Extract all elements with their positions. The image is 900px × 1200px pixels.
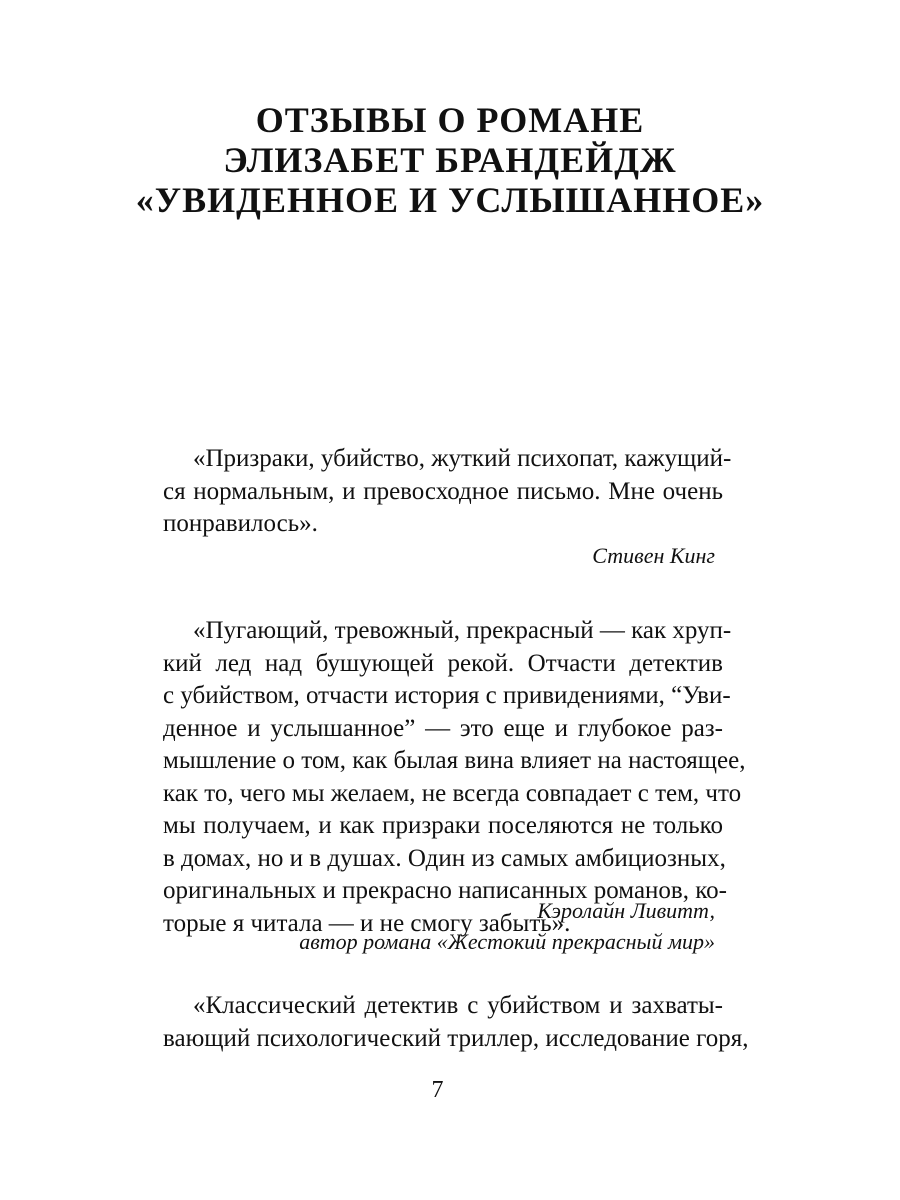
review-author-1: Стивен Кинг (592, 543, 715, 568)
review-quote-3 (163, 990, 749, 1055)
title-line-1: ОТЗЫВЫ О РОМАНЕ (255, 100, 645, 140)
quote-line: «Призраки, убийство, жуткий психопат, кажущий- (193, 445, 732, 472)
quote-line: с убийством, отчасти история с привидениями, “Уви- (163, 682, 731, 709)
quote-line: торые я читала — и не смогу забыть». (163, 909, 571, 937)
quote-line: мышление о том, как былая вина влияет на настоящее, (163, 747, 746, 774)
quote-line: мы получаем, и как призраки поселяются не только (163, 812, 723, 839)
quote-line: оригинальных и прекрасно написанных романов, ко- (163, 877, 727, 904)
review-quote-1 (163, 443, 732, 541)
quote-line: «Пугающий, тревожный, прекрасный — как хруп- (193, 617, 732, 644)
review-quote-2 (163, 615, 746, 940)
author-name: Кэролайн Ливитт, (537, 898, 715, 923)
title-line-3: «УВИДЕННОЕ И УСЛЫШАННОЕ» (135, 180, 765, 220)
quote-line: в домах, но и в душах. Один из самых амбициозных, (163, 844, 726, 872)
quote-line: кий лед над бушующей рекой. Отчасти детектив (163, 649, 723, 677)
quote-line: понравилось». (163, 510, 318, 537)
quote-line: вающий психологический триллер, исследование горя, (163, 1024, 749, 1052)
page-number: 7 (431, 1077, 444, 1103)
quote-line: ся нормальным, и превосходное письмо. Мне очень (163, 477, 723, 505)
page-title (0, 100, 900, 220)
quote-line: «Классический детектив с убийством и захваты- (193, 992, 723, 1019)
quote-line: как то, чего мы желаем, не всегда совпадает с тем, что (163, 779, 742, 807)
quote-line: денное и услышанное” — это еще и глубокое раз- (163, 714, 723, 742)
title-line-2: ЭЛИЗАБЕТ БРАНДЕЙДЖ (223, 140, 677, 180)
review-author-2 (163, 895, 715, 957)
author-note: автор романа «Жестокий прекрасный мир» (299, 929, 715, 954)
